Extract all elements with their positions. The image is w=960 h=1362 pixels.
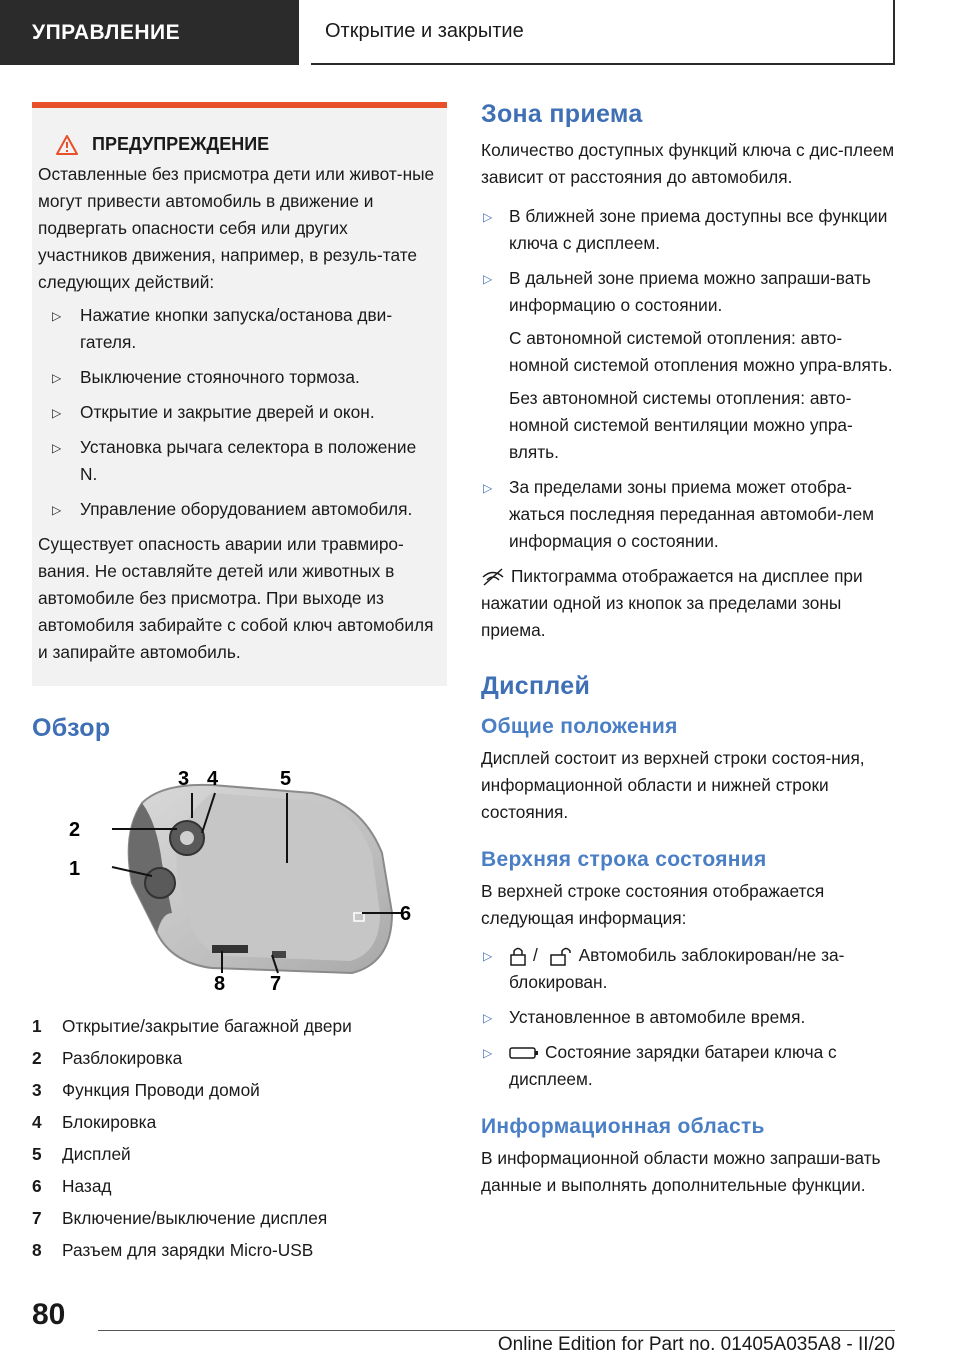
triangle-bullet-icon: ▷ xyxy=(483,949,493,963)
callout-3: 3 xyxy=(178,768,190,790)
warning-box xyxy=(32,102,447,686)
page-number: 80 xyxy=(32,1298,66,1331)
triangle-bullet-icon: ▷ xyxy=(483,1011,493,1025)
battery-icon xyxy=(509,1046,539,1060)
warning-intro: Оставленные без присмотра дети или живот-ные могут привести автомобиль в движение и подвергать опасности себя или других участников движения, например, в резуль-тате следующих действий: xyxy=(38,164,435,292)
warning-title: ПРЕДУПРЕЖДЕНИЕ xyxy=(38,134,437,155)
legend-item: 7 Включение/выключение дисплея xyxy=(32,1208,328,1228)
callout-8: 8 xyxy=(214,973,226,993)
list-item: ▷ Нажатие кнопки запуска/останова дви-гателя. xyxy=(52,305,393,352)
callout-1: 1 xyxy=(69,858,81,880)
status-bar-intro: В верхней строке состояния отображается следующая информация: xyxy=(481,881,825,928)
footer-divider xyxy=(98,1330,895,1331)
triangle-bullet-icon: ▷ xyxy=(483,272,493,286)
chapter-title: Открытие и закрытие xyxy=(325,20,524,42)
triangle-bullet-icon: ▷ xyxy=(483,481,493,495)
list-item: ▷ Открытие и закрытие дверей и окон. xyxy=(38,399,437,426)
legend-item: 1 Открытие/закрытие багажной двери xyxy=(32,1016,352,1036)
triangle-bullet-icon: ▷ xyxy=(52,441,62,455)
callout-5: 5 xyxy=(280,768,292,790)
range-intro: Количество доступных функций ключа с дис-плеем зависит от расстояния до автомобиля. xyxy=(481,140,895,187)
list-item: ▷ Установленное в автомобиле время. xyxy=(481,1004,899,1031)
legend-item: 4 Блокировка xyxy=(32,1112,157,1132)
chapter-header xyxy=(311,0,895,65)
list-item: ▷ Управление оборудованием автомобиля. xyxy=(38,496,437,523)
callout-7: 7 xyxy=(270,973,282,993)
section-header xyxy=(0,0,299,65)
legend-item: 2 Разблокировка xyxy=(32,1048,183,1068)
warning-list xyxy=(38,302,437,523)
list-item: ▷ Выключение стояночного тормоза. xyxy=(38,364,437,391)
range-list xyxy=(481,203,899,555)
info-area-heading: Информационная область xyxy=(481,1115,765,1138)
list-item: ▷ В дальней зоне приема можно запраши-вать информацию о состоянии. С автономной системой отопления: авто-номной системой отопления можно упра-влять. Без автономной системы отопления: авто-номной системой вентиляции можно упра-влять. xyxy=(481,265,899,466)
list-item: ▷ Состояние зарядки батареи ключа с дисплеем. xyxy=(483,1042,837,1089)
range-heading: Зона приема xyxy=(481,100,643,128)
warning-outro: Существует опасность аварии или травмиро-вания. Не оставляйте детей или животных в автомобиле без присмотра. При выходе из автомобиля забирайте с собой ключ автомобиля и запирайте автомобиль. xyxy=(38,534,434,662)
warning-triangle-icon xyxy=(56,135,78,155)
triangle-bullet-icon: ▷ xyxy=(52,309,62,323)
triangle-bullet-icon: ▷ xyxy=(52,406,62,420)
status-list xyxy=(481,942,899,1093)
list-item: ▷ В ближней зоне приема доступны все функции ключа с дисплеем. xyxy=(483,206,888,253)
general-text: Дисплей состоит из верхней строки состоя-ния, информационной области и нижней строки состояния. xyxy=(481,748,865,822)
left-column xyxy=(32,102,447,1266)
general-heading: Общие положения xyxy=(481,715,678,738)
status-bar-heading: Верхняя строка состояния xyxy=(481,848,767,871)
callout-2: 2 xyxy=(69,819,81,841)
list-item: ▷ / Автомобиль заблокирован/не за-блокирован. xyxy=(483,945,845,992)
list-item: ▷ За пределами зоны приема может отобра-жаться последняя переданная автомоби-лем информация о состоянии. xyxy=(483,477,875,551)
right-column xyxy=(481,100,899,1199)
range-sub-note-2: Без автономной системы отопления: авто-номной системой вентиляции можно упра-влять. xyxy=(509,388,853,462)
info-area-text: В информационной области можно запраши-вать данные и выполнять дополнительные функции. xyxy=(481,1148,881,1195)
legend-item: 3 Функция Проводи домой xyxy=(32,1080,260,1100)
lock-open-icon xyxy=(549,946,573,966)
no-signal-icon xyxy=(481,568,505,586)
callout-4: 4 xyxy=(207,768,219,790)
pictogram-note: Пиктограмма отображается на дисплее при нажатии одной из кнопок за пределами зоны приема. xyxy=(481,566,863,640)
triangle-bullet-icon: ▷ xyxy=(483,1046,493,1060)
triangle-bullet-icon: ▷ xyxy=(52,371,62,385)
callout-6: 6 xyxy=(400,903,412,925)
legend-item: 8 Разъем для зарядки Micro-USB xyxy=(32,1240,314,1260)
triangle-bullet-icon: ▷ xyxy=(52,503,62,517)
legend-item: 5 Дисплей xyxy=(32,1144,131,1164)
triangle-bullet-icon: ▷ xyxy=(483,210,493,224)
legend-item: 6 Назад xyxy=(32,1176,112,1196)
overview-heading: Обзор xyxy=(32,714,111,742)
range-sub-note-1: С автономной системой отопления: авто-номной системой отопления можно упра-влять. xyxy=(509,328,893,375)
display-heading: Дисплей xyxy=(481,672,591,700)
display-key-illustration xyxy=(62,763,422,993)
overview-legend xyxy=(32,1010,447,1266)
lock-separator: / xyxy=(533,945,538,965)
edition-note: Online Edition for Part no. 01405A035A8 - II/20 xyxy=(497,1334,895,1355)
lock-closed-icon xyxy=(509,946,527,966)
list-item: ▷ Установка рычага селектора в положение N. xyxy=(52,437,417,484)
section-title: УПРАВЛЕНИЕ xyxy=(32,20,181,44)
